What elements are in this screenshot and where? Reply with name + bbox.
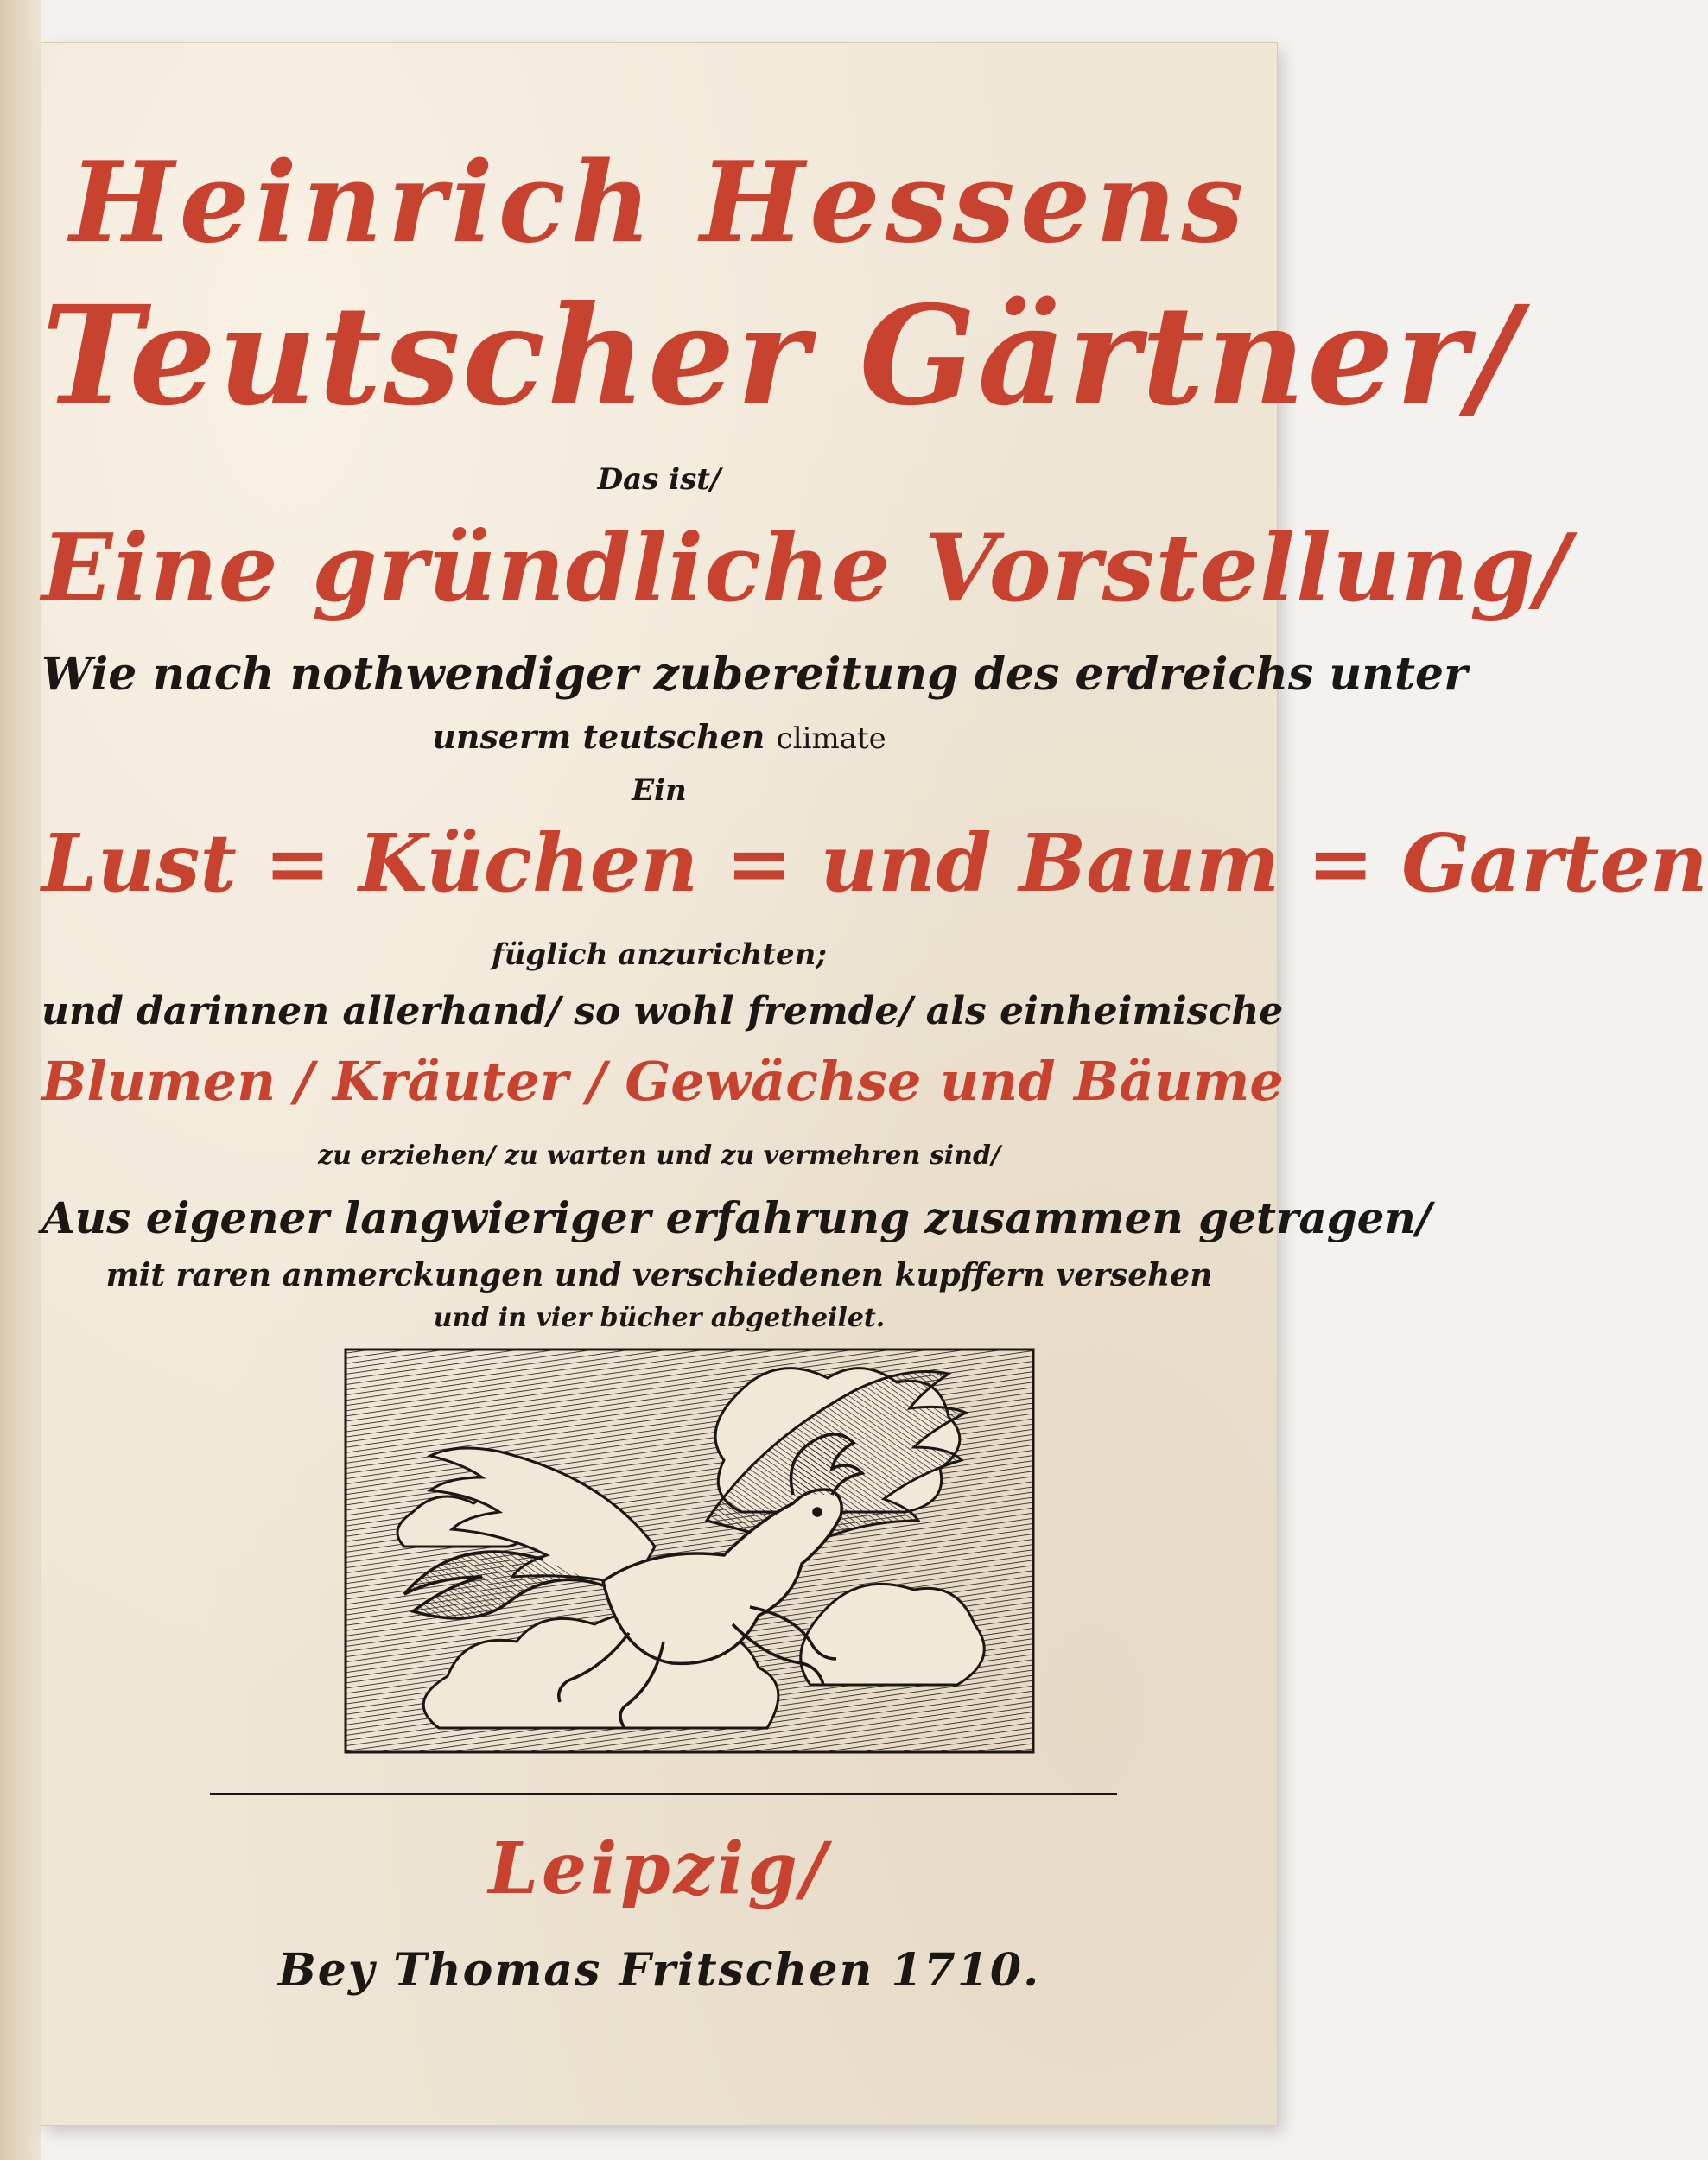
description-line-5: zu erziehen/ zu warten und zu vermehren sind/	[318, 1140, 1000, 1171]
description-line-7: mit raren anmerckungen und verschiedenen kupffern versehen	[105, 1257, 1213, 1293]
pegasus-woodcut	[344, 1348, 1035, 1754]
das-ist-line: Das ist/	[597, 462, 721, 497]
description-line-2	[41, 717, 1277, 756]
imprint-place: Leipzig/	[488, 1827, 830, 1910]
latin-word-climate: climate	[776, 721, 886, 756]
imprint-publisher-year: Bey Thomas Fritschen 1710.	[277, 1944, 1041, 1997]
description-line-6: Aus eigener langwieriger erfahrung zusammen getragen/	[41, 1192, 1432, 1243]
divider-rule	[210, 1793, 1117, 1795]
description-line-4: und darinnen allerhand/ so wohl fremde/ als einheimische	[41, 989, 1284, 1033]
description-line-1: Wie nach nothwendiger zubereitung des erdreichs unter	[41, 648, 1468, 701]
ein-line: Ein	[632, 773, 687, 808]
subtitle: Eine gründliche Vorstellung/	[41, 514, 1571, 623]
gardens-heading: Lust = Küchen = und Baum = Garten	[41, 816, 1708, 910]
book-spine-edge	[0, 0, 41, 2160]
plants-heading: Blumen / Kräuter / Gewächse und Bäume	[41, 1050, 1284, 1113]
title-page	[41, 43, 1708, 2125]
book-title: Teutscher Gärtner/	[41, 276, 1521, 436]
description-line-8: und in vier bücher abgetheilet.	[433, 1303, 886, 1333]
description-line-2-text: unserm teutschen	[432, 717, 765, 756]
description-line-3: füglich anzurichten;	[492, 937, 827, 972]
author-name: Heinrich Hessens	[69, 138, 1249, 268]
